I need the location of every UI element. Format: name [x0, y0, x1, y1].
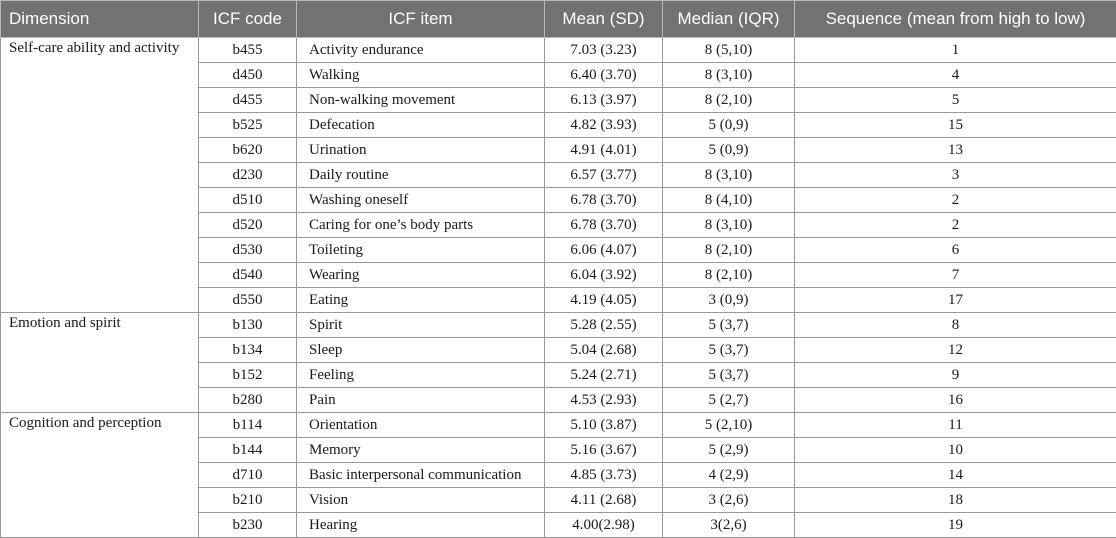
icf-code-cell: b230: [199, 513, 297, 538]
mean-sd-cell: 6.06 (4.07): [545, 238, 663, 263]
mean-sd-cell: 6.40 (3.70): [545, 63, 663, 88]
icf-item-cell: Basic interpersonal communication: [297, 463, 545, 488]
header-row: [1, 1, 1116, 38]
icf-code-cell: b455: [199, 38, 297, 63]
header-icf-code: ICF code: [199, 1, 297, 38]
icf-item-cell: Pain: [297, 388, 545, 413]
icf-code-cell: d540: [199, 263, 297, 288]
median-iqr-cell: 3 (0,9): [663, 288, 795, 313]
sequence-cell: 5: [795, 88, 1116, 113]
icf-item-cell: Vision: [297, 488, 545, 513]
sequence-cell: 4: [795, 63, 1116, 88]
mean-sd-cell: 6.04 (3.92): [545, 263, 663, 288]
mean-sd-cell: 6.13 (3.97): [545, 88, 663, 113]
mean-sd-cell: 4.53 (2.93): [545, 388, 663, 413]
sequence-cell: 2: [795, 213, 1116, 238]
sequence-cell: 11: [795, 413, 1116, 438]
sequence-cell: 17: [795, 288, 1116, 313]
mean-sd-cell: 5.16 (3.67): [545, 438, 663, 463]
icf-item-cell: Hearing: [297, 513, 545, 538]
sequence-cell: 6: [795, 238, 1116, 263]
median-iqr-cell: 5 (2,7): [663, 388, 795, 413]
icf-code-cell: d550: [199, 288, 297, 313]
icf-item-cell: Feeling: [297, 363, 545, 388]
icf-code-cell: b130: [199, 313, 297, 338]
median-iqr-cell: 5 (0,9): [663, 138, 795, 163]
dimension-cell: Self-care ability and activity: [1, 38, 199, 313]
median-iqr-cell: 8 (4,10): [663, 188, 795, 213]
table-row: [1, 313, 1116, 338]
mean-sd-cell: 4.11 (2.68): [545, 488, 663, 513]
icf-code-cell: b620: [199, 138, 297, 163]
median-iqr-cell: 8 (3,10): [663, 163, 795, 188]
icf-item-cell: Toileting: [297, 238, 545, 263]
dimension-cell: Emotion and spirit: [1, 313, 199, 413]
icf-code-cell: b144: [199, 438, 297, 463]
median-iqr-cell: 5 (0,9): [663, 113, 795, 138]
sequence-cell: 3: [795, 163, 1116, 188]
header-sequence: Sequence (mean from high to low): [795, 1, 1116, 38]
icf-code-cell: b134: [199, 338, 297, 363]
mean-sd-cell: 5.24 (2.71): [545, 363, 663, 388]
icf-item-cell: Sleep: [297, 338, 545, 363]
table-body: [1, 38, 1116, 538]
median-iqr-cell: 5 (3,7): [663, 313, 795, 338]
table-row: [1, 38, 1116, 63]
icf-item-cell: Spirit: [297, 313, 545, 338]
icf-code-cell: b210: [199, 488, 297, 513]
icf-code-cell: b280: [199, 388, 297, 413]
icf-code-cell: d510: [199, 188, 297, 213]
icf-item-cell: Daily routine: [297, 163, 545, 188]
median-iqr-cell: 8 (2,10): [663, 238, 795, 263]
median-iqr-cell: 8 (3,10): [663, 213, 795, 238]
icf-code-cell: d230: [199, 163, 297, 188]
sequence-cell: 12: [795, 338, 1116, 363]
median-iqr-cell: 8 (2,10): [663, 263, 795, 288]
icf-item-cell: Wearing: [297, 263, 545, 288]
icf-code-cell: d710: [199, 463, 297, 488]
mean-sd-cell: 4.91 (4.01): [545, 138, 663, 163]
sequence-cell: 7: [795, 263, 1116, 288]
icf-item-cell: Caring for one’s body parts: [297, 213, 545, 238]
table-header: [1, 1, 1116, 38]
mean-sd-cell: 5.28 (2.55): [545, 313, 663, 338]
sequence-cell: 8: [795, 313, 1116, 338]
sequence-cell: 16: [795, 388, 1116, 413]
median-iqr-cell: 5 (2,9): [663, 438, 795, 463]
mean-sd-cell: 4.82 (3.93): [545, 113, 663, 138]
sequence-cell: 15: [795, 113, 1116, 138]
sequence-cell: 2: [795, 188, 1116, 213]
median-iqr-cell: 8 (2,10): [663, 88, 795, 113]
icf-code-cell: b114: [199, 413, 297, 438]
sequence-cell: 18: [795, 488, 1116, 513]
mean-sd-cell: 4.00(2.98): [545, 513, 663, 538]
mean-sd-cell: 6.57 (3.77): [545, 163, 663, 188]
icf-code-cell: d520: [199, 213, 297, 238]
icf-item-cell: Activity endurance: [297, 38, 545, 63]
median-iqr-cell: 4 (2,9): [663, 463, 795, 488]
sequence-cell: 10: [795, 438, 1116, 463]
icf-code-cell: d530: [199, 238, 297, 263]
icf-item-cell: Memory: [297, 438, 545, 463]
sequence-cell: 14: [795, 463, 1116, 488]
dimension-cell: Cognition and perception: [1, 413, 199, 538]
icf-item-cell: Defecation: [297, 113, 545, 138]
icf-item-cell: Non-walking movement: [297, 88, 545, 113]
header-icf-item: ICF item: [297, 1, 545, 38]
icf-code-cell: d455: [199, 88, 297, 113]
icf-item-cell: Eating: [297, 288, 545, 313]
sequence-cell: 13: [795, 138, 1116, 163]
median-iqr-cell: 5 (2,10): [663, 413, 795, 438]
icf-code-cell: b152: [199, 363, 297, 388]
mean-sd-cell: 6.78 (3.70): [545, 213, 663, 238]
mean-sd-cell: 5.04 (2.68): [545, 338, 663, 363]
sequence-cell: 19: [795, 513, 1116, 538]
mean-sd-cell: 5.10 (3.87): [545, 413, 663, 438]
mean-sd-cell: 4.19 (4.05): [545, 288, 663, 313]
icf-code-cell: b525: [199, 113, 297, 138]
icf-item-cell: Urination: [297, 138, 545, 163]
icf-item-cell: Walking: [297, 63, 545, 88]
median-iqr-cell: 3 (2,6): [663, 488, 795, 513]
icf-item-cell: Orientation: [297, 413, 545, 438]
median-iqr-cell: 5 (3,7): [663, 363, 795, 388]
median-iqr-cell: 8 (3,10): [663, 63, 795, 88]
median-iqr-cell: 5 (3,7): [663, 338, 795, 363]
median-iqr-cell: 3(2,6): [663, 513, 795, 538]
sequence-cell: 1: [795, 38, 1116, 63]
header-dimension: Dimension: [1, 1, 199, 38]
table-row: [1, 413, 1116, 438]
median-iqr-cell: 8 (5,10): [663, 38, 795, 63]
icf-code-cell: d450: [199, 63, 297, 88]
mean-sd-cell: 7.03 (3.23): [545, 38, 663, 63]
icf-item-cell: Washing oneself: [297, 188, 545, 213]
sequence-cell: 9: [795, 363, 1116, 388]
mean-sd-cell: 4.85 (3.73): [545, 463, 663, 488]
header-median-iqr: Median (IQR): [663, 1, 795, 38]
mean-sd-cell: 6.78 (3.70): [545, 188, 663, 213]
header-mean-sd: Mean (SD): [545, 1, 663, 38]
